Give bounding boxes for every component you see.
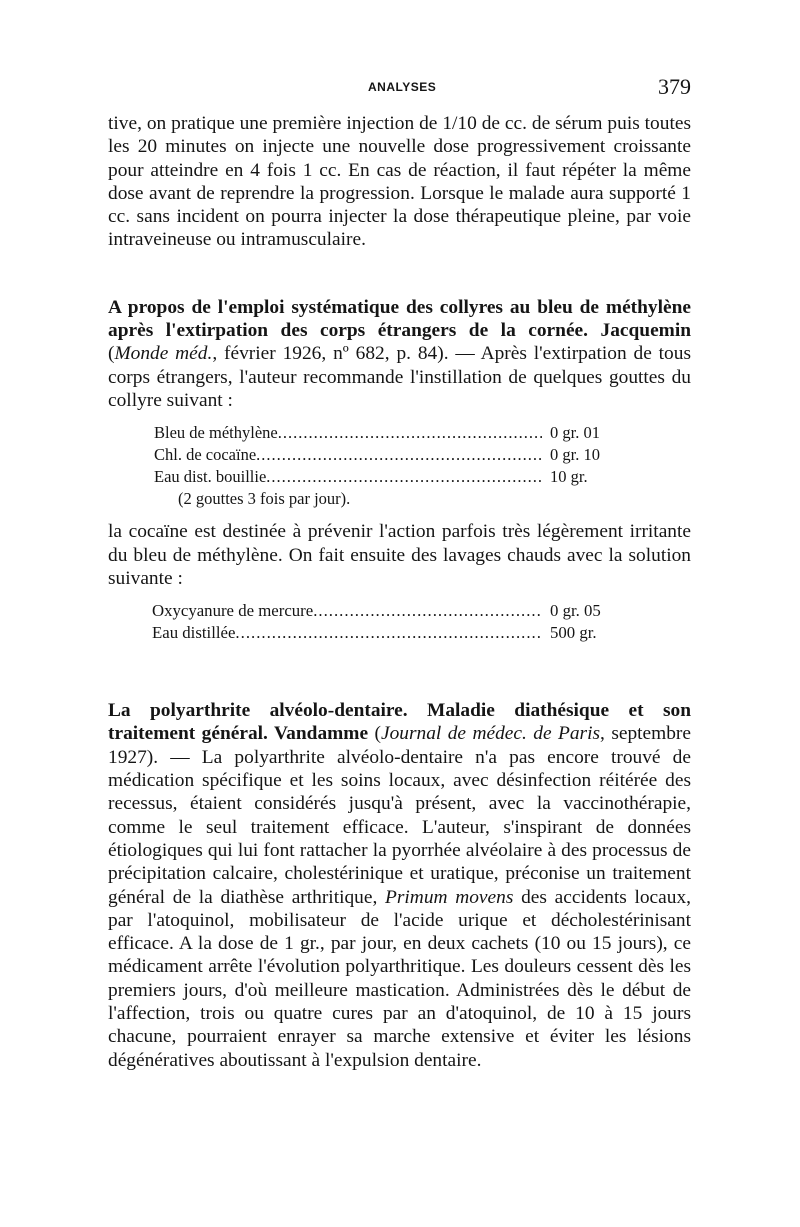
formula-row — [154, 444, 640, 466]
leader-dots — [266, 466, 542, 488]
leader-dots — [313, 600, 542, 622]
article-body-continued: des accidents locaux, par l'atoquinol, mobilisateur de l'acide urique et décholestérinisant efficace. A la dose de 1 gr., par jour, en deux cachets (10 ou 15 jours), ce médicament arrête l'évolution polyarthritique. Les douleurs cessent dès les premiers jours, d'où meilleure mastication. Administrées dès le début de l'affection, trois ou quatre cures par an d'atoquinol, de 10 à 15 jours chacune, pourraient enrayer sa marche extensive et éviter les lésions dégénératives aboutissant à l'expulsion dentaire. — [108, 886, 692, 1071]
formula-row — [152, 600, 640, 622]
article-methylene-blue — [108, 296, 691, 412]
collyre-formula — [154, 422, 640, 510]
article-body: — La polyarthrite alvéolo-dentaire n'a pas encore trouvé de médication spécifique et les soins locaux, avec désinfection réitérée des recessus, étaient considérés jusqu'à présent, avec la vaccinothérapie, comme le seul traitement efficace. L'auteur, s'inspirant de données étiologiques qui lui font rattacher la pyorrhée alvéolaire à des processus de précipitation calcaire, cholestérinique et uratique, préconise un traitement général de la diathèse arthritique, — [108, 746, 691, 908]
page-number: 379 — [658, 74, 691, 99]
latin-phrase: Primum movens — [385, 886, 514, 908]
ingredient-name: Chl. de cocaïne — [154, 445, 257, 465]
ingredient-quantity: 0 gr. 05 — [550, 601, 601, 621]
lavage-formula — [152, 600, 640, 644]
continued-paragraph: tive, on pratique une première injection de 1/10 de cc. de sérum puis toutes les 20 minutes on injecte une nouvelle dose progressivement croissante pour atteindre en 4 fois 1 cc. En cas de réaction, il faut répéter la même dose avant de reprendre la progression. Lorsque le malade aura supporté 1 cc. sans incident on pourra injecter la dose thérapeutique pleine, par voie intraveineuse ou intramusculaire. — [108, 113, 691, 251]
source-details: , février 1926, nº 682, p. 84). — [212, 343, 449, 365]
page-content — [108, 112, 691, 1072]
article-title: A propos de l'emploi systématique des collyres au bleu de méthylène après l'extirpation des corps étrangers de la cornée. Jacquemin — [108, 296, 691, 342]
section-spacer — [108, 252, 691, 296]
section-spacer — [108, 654, 691, 699]
ingredient-name: Oxycyanure de mercure — [152, 601, 314, 621]
formula-row — [154, 466, 640, 488]
ingredient-quantity: 10 gr. — [550, 467, 588, 487]
leader-dots — [256, 444, 542, 466]
leader-dots — [235, 622, 542, 644]
article-polyarthrite — [108, 699, 691, 1072]
article-title: La polyarthrite alvéolo-dentaire. Maladie diathésique et son traitement général. Vandamme — [108, 700, 691, 745]
source-details: , septembre 1927). — [108, 723, 691, 768]
dosage-note: (2 gouttes 3 fois par jour). — [178, 489, 351, 509]
ingredient-name: Eau dist. bouillie — [154, 467, 267, 487]
formula-row — [152, 622, 640, 644]
article-paragraph: la cocaïne est destinée à prévenir l'action parfois très légèrement irritante du bleu de méthylène. On fait ensuite des lavages chauds avec la solution suivante : — [108, 521, 691, 589]
ingredient-name: Bleu de méthylène — [154, 423, 278, 443]
leader-dots — [278, 422, 542, 444]
source-open: ( — [108, 343, 115, 365]
journal-name: Journal de médec. de Paris — [380, 723, 601, 745]
journal-name: Monde méd. — [114, 343, 213, 365]
formula-row — [154, 422, 640, 444]
page-header — [108, 74, 691, 104]
ingredient-quantity: 0 gr. 10 — [550, 445, 600, 465]
ingredient-quantity: 0 gr. 01 — [550, 423, 600, 443]
source-open: ( — [368, 723, 381, 745]
article-body: — Après l'extirpation de tous corps étrangers, l'auteur recommande l'instillation de quelques gouttes du collyre suivant : — [108, 343, 691, 411]
running-title: ANALYSES — [368, 80, 437, 94]
ingredient-quantity: 500 gr. — [550, 623, 597, 643]
ingredient-name: Eau distillée — [152, 623, 236, 643]
